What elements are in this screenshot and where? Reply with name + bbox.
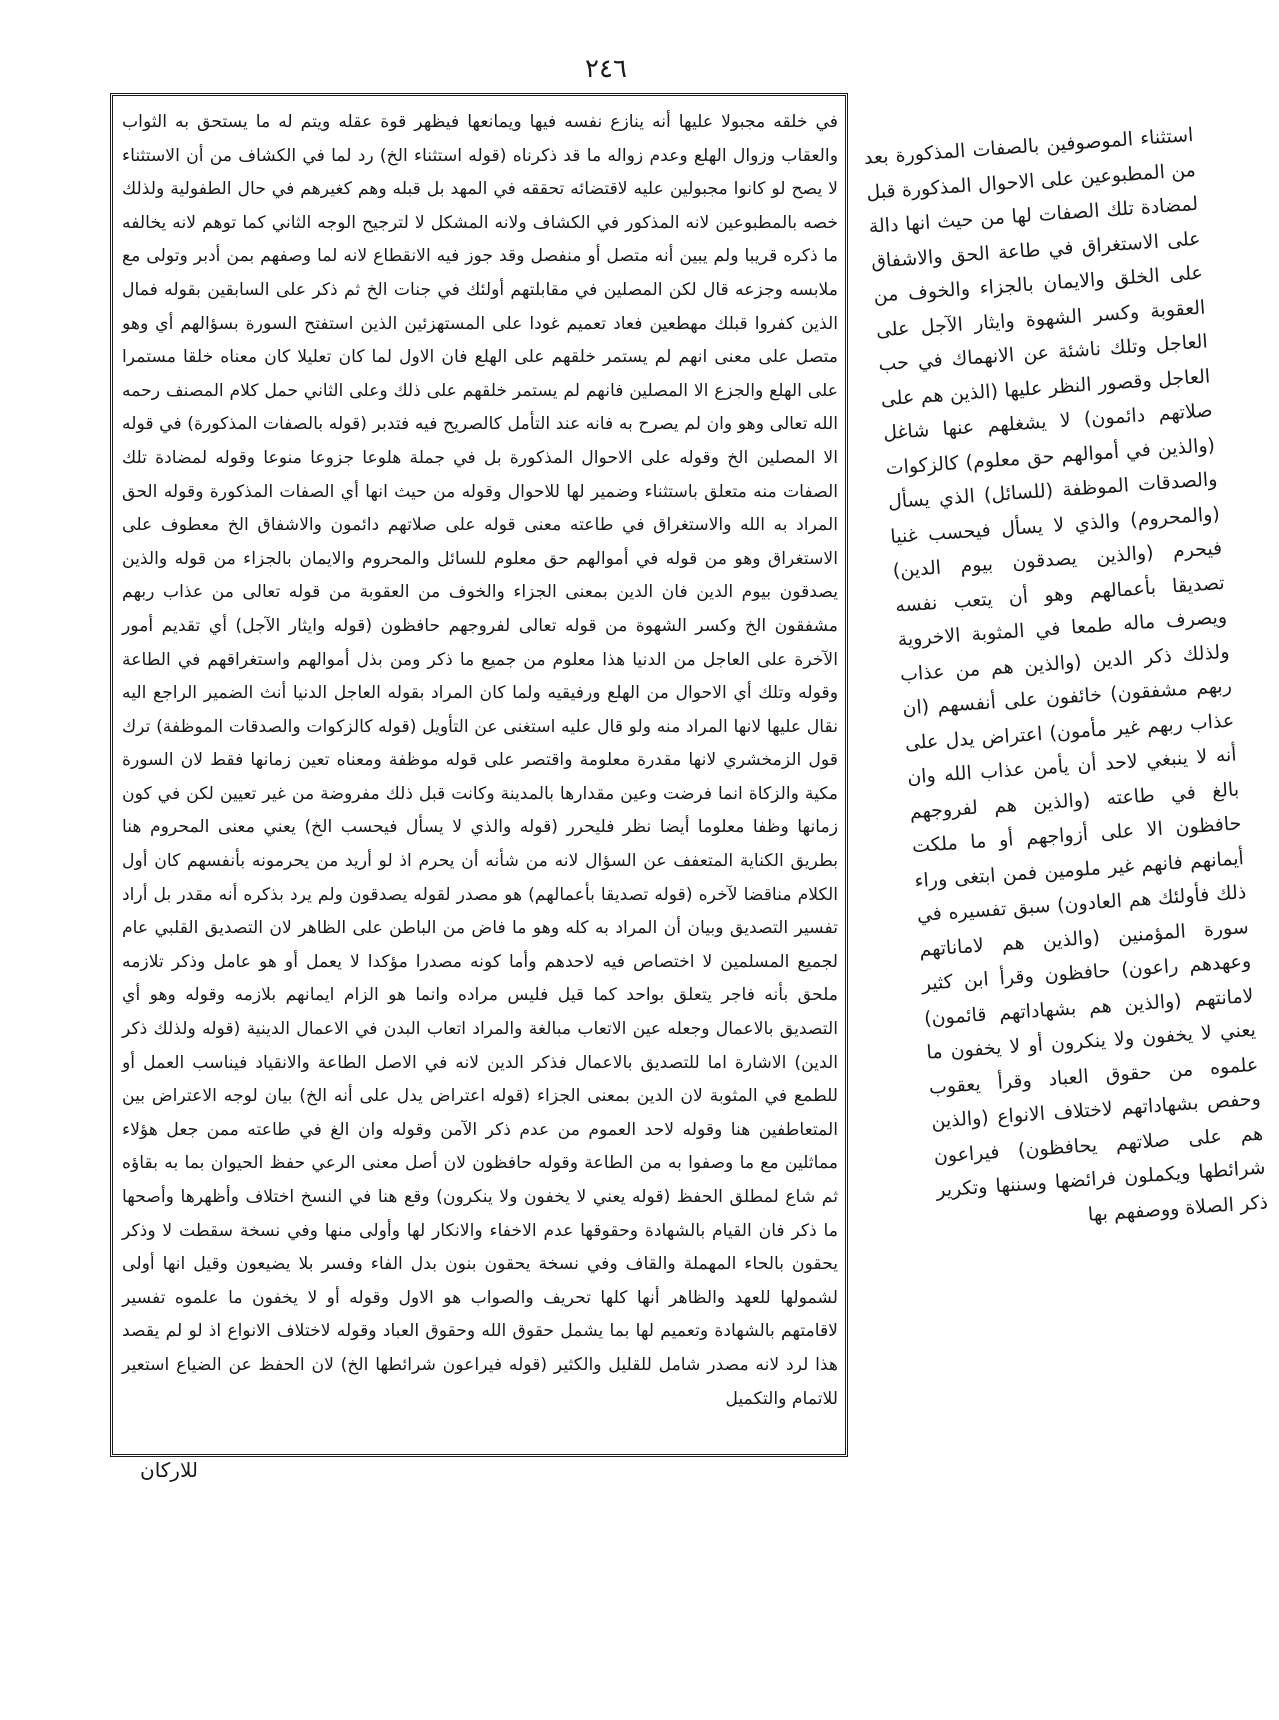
margin-gloss-paragraph: استثناء الموصوفين بالصفات المذكورة بعد من المطبوعين على الاحوال المذكورة قبل لمضادة تلك الصفات لها من حيث انها دالة على الاستغراق في طاعة الحق والاشفاق على الخلق والايمان بالجزاء والخوف من العقوبة وكسر الشهوة وايثار الآجل على العاجل وتلك ناشئة عن الانهماك في حب العاجل وقصور النظر عليها (الذين هم على صلاتهم دائمون) لا يشغلهم عنها شاغل (والذين في أموالهم حق معلوم) كالزكوات والصدقات الموظفة (للسائل) الذي يسأل (والمحروم) والذي لا يسأل فيحسب غنيا فيحرم (والذين يصدقون بيوم الدين) تصديقا بأعمالهم وهو أن يتعب نفسه ويصرف ماله طمعا في المثوبة الاخروية ولذلك ذكر الدين (والذين هم من عذاب ربهم مشفقون) خائفون على أنفسهم (ان عذاب ربهم غير مأمون) اعتراض يدل على أنه لا ينبغي لاحد أن يأمن عذاب الله وان بالغ في طاعته (والذين هم لفروجهم حافظون الا على أزواجهم أو ما ملكت أيمانهم فانهم غير ملومين فمن ابتغى وراء ذلك فأولئك هم العادون) سبق تفسيره في سورة المؤمنين (والذين هم لاماناتهم وعهدهم راعون) حافظون وقرأ ابن كثير لامانتهم (والذين هم بشهاداتهم قائمون) يعني لا يخفون ولا ينكرون أو لا يخفون ما علموه من حقوق العباد وقرأ يعقوب وحفص بشهاداتهم لاختلاف الانواع (والذين هم على صلاتهم يحافظون) فيراعون شرائطها ويكملون فرائضها وسننها وتكرير ذكر الصلاة ووصفهم بها <box>863 123 1269 1226</box>
margin-gloss-text <box>863 118 1279 1388</box>
main-commentary-text <box>122 106 838 1451</box>
catchword: للاركان <box>140 1458 198 1482</box>
page-number: ٢٤٦ <box>585 54 627 84</box>
main-commentary-paragraph: في خلقه مجبولا عليها أنه ينازع نفسه فيها ويمانعها فيظهر قوة عقله ويتم له ما يستحق به الثواب والعقاب وزوال الهلع وعدم زواله ما قد ذكرناه (قوله استثناء الخ) رد لما في الكشاف من أن الاستثناء لا يصح لو كانوا مجبولين عليه لاقتضائه تحققه في المهد بل قبله وهم كغيرهم في حال الطفولية ولذلك خصه بالمطبوعين لانه المذكور في الكشاف ولانه المشكل لا لترجيح الوجه الثاني كما توهم لانه يخالفه ما ذكره قريبا ولم يبين أنه متصل أو منفصل وقد جوز فيه الانقطاع لانه لما وصفهم بمن أدبر وتولى مع ملابسه وجزعه قال لكن المصلين في مقابلتهم أولئك في جنات الخ ثم ذكر على السابقين بقوله فمال الذين كفروا قبلك مهطعين فعاد تعميم غودا على المستهزئين الذين استفتح السورة بسؤالهم أي وهو متصل على معنى انهم لم يستمر خلقهم على الهلع فان الاول لما كان تعليلا كان معناه خلقا مستمرا على الهلع والجزع الا المصلين فانهم لم يستمر خلقهم على ذلك وعلى الثاني حمل كلام المصنف رحمه الله تعالى وهو وان لم يصرح به فانه عند التأمل كالصريح فيه فتدبر (قوله بالصفات المذكورة) في قوله الا المصلين الخ وقوله على الاحوال المذكورة بل في جملة هلوعا جزوعا منوعا وقوله لمضادة تلك الصفات منه متعلق باستثناء وضمير لها للاحوال وقوله من حيث انها أي الصفات المذكورة وقوله الحق المراد به الله والاستغراق في طاعته معنى قوله على صلاتهم دائمون والاشفاق الخ معطوف على الاستغراق وهو من قوله في أموالهم حق معلوم للسائل والمحروم والايمان بالجزاء من قوله والذين يصدقون بيوم الدين فان الدين بمعنى الجزاء والخوف من العقوبة من قوله تعالى من عذاب ربهم مشفقون الخ وكسر الشهوة من قوله تعالى لفروجهم حافظون (قوله وايثار الآجل) أي تقديم أمور الآخرة على العاجل من الدنيا هذا معلوم من جميع ما ذكر ومن بذل أموالهم واستغراقهم في الطاعة وقوله وتلك أي الاحوال من الهلع ورفيقيه ولما كان المراد بقوله العاجل الدنيا أنث الضمير الراجع اليه نقال عليها لانها المراد منه ولو قال عليه استغنى عن التأويل (قوله كالزكوات والصدقات الموظفة) ترك قول الزمخشري لانها مقدرة معلومة واقتصر على قوله موظفة ومعناه تعين زمانها فقط لان السورة مكية والزكاة انما فرضت وعين مقدارها بالمدينة وكانت قبل ذلك مفروضة من غير تعيين لكن في كون زمانها وظفا معلوما أيضا نظر فليحرر (قوله والذي لا يسأل فيحسب الخ) يعني معنى المحروم هنا بطريق الكناية المتعفف عن السؤال لانه من شأنه أن يحرم اذ لو أريد من يحرمونه بأنفسهم كان أول الكلام مناقضا لآخره (قوله تصديقا بأعمالهم) هو مصدر لقوله يصدقون ولم يرد بذكره أنه مقدر بل أراد تفسير التصديق وبيان أن المراد به كله وهو ما فاض من الباطن على الظاهر لان التصديق القلبي عام لجميع المسلمين لا اختصاص فيه لاحدهم وأما كونه مصدرا مؤكدا لا يعمل أو هو عامل وذكر تلازمه ملحق بأنه فاجر يتعلق بواحد كما قيل فليس مراده وانما هو الزام ايمانهم بلازمه وقوله وهو أي التصديق بالاعمال وجعله عين الاتعاب مبالغة والمراد اتعاب البدن في الاعمال الدينية (قوله ولذلك ذكر الدين) الاشارة اما للتصديق بالاعمال فذكر الدين لانه في الاصل الطاعة والانقياد فيناسب العمل أو للطمع في المثوبة لان الدين بمعنى الجزاء (قوله اعتراض يدل على أنه الخ) بيان لوجه الاعتراض بين المتعاطفين هنا وقوله لاحد العموم من عدم ذكر الآمن وقوله وان الغ في طاعته ممن جعل هؤلاء مماثلين مع ما وصفوا به من الطاعة وقوله حافظون لان أصل معنى الرعي حفظ الحيوان بما به بقاؤه ثم شاع لمطلق الحفظ (قوله يعني لا يخفون ولا ينكرون) وقع هنا في النسخ اختلاف وأظهرها وأصحها ما ذكر فان القيام بالشهادة وحقوقها عدم الاخفاء والانكار لها وأولى منها وفي نسخة سقطت لا وذكر يحقون بالحاء المهملة والقاف وفي نسخة يحقون بنون بدل الفاء وفسر بلا يضيعون وقيل انها أولى لشمولها للعهد والظاهر أنها كلها تحريف والصواب هو الاول وقوله أو لا يخفون ما علموه تفسير لاقامتهم بالشهادة وتعميم لها بما يشمل حقوق الله وحقوق العباد وقوله لاختلاف الانواع اذ لو لم يقصد هذا لرد لانه مصدر شامل للقليل والكثير (قوله فيراعون شرائطها الخ) لان الحفظ عن الضياع استعير للاتمام والتكميل <box>122 112 838 1409</box>
